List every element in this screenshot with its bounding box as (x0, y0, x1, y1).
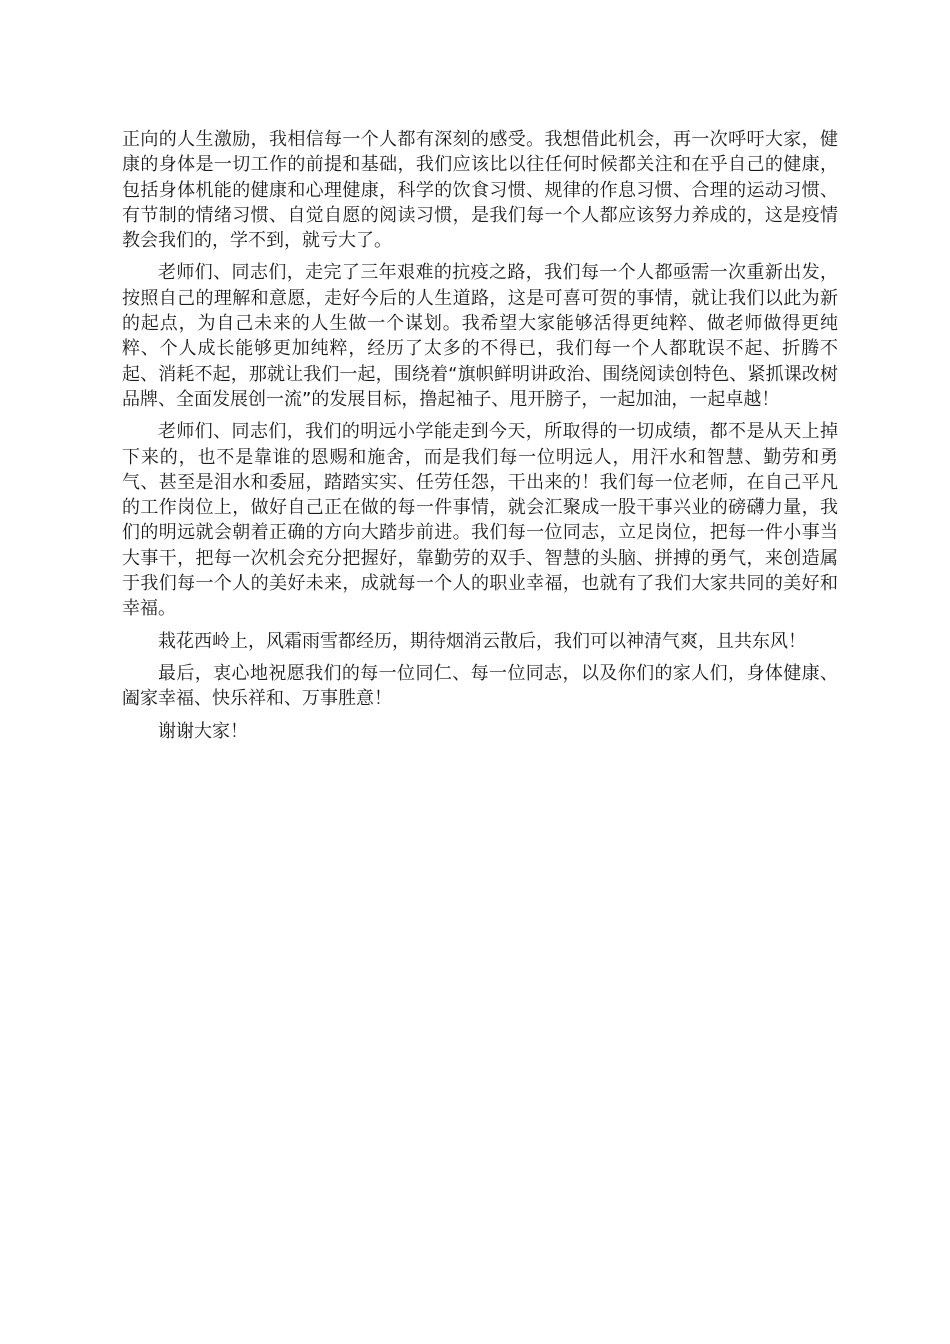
paragraph-school-achievements: 老师们、同志们，我们的明远小学能走到今天，所取得的一切成绩，都不是从天上掉下来的，也不是靠谁的恩赐和施舍，而是我们每一位明远人，用汗水和智慧、勤劳和勇气、甚至是泪水和委屈，踏踏实实、任劳任怨，干出来的！我们每一位老师，在自己平凡的工作岗位上，做好自己正在做的每一件事情，就会汇聚成一股干事兴业的磅礴力量，我们的明远就会朝着正确的方向大踏步前进。我们每一位同志，立足岗位，把每一件小事当大事干，把每一次机会充分把握好，靠勤劳的双手、智慧的头脑、拼搏的勇气，来创造属于我们每一个人的美好未来，成就每一个人的职业幸福，也就有了我们大家共同的美好和幸福。 (122, 421, 838, 620)
paragraph-new-start: 老师们、同志们，走完了三年艰难的抗疫之路，我们每一个人都亟需一次重新出发，按照自己的理解和意愿，走好今后的人生道路，这是可喜可贺的事情，就让我们以此为新的起点，为自己未来的人生做一个谋划。我希望大家能够活得更纯粹、做老师做得更纯粹、个人成长能够更加纯粹，经历了太多的不得已，我们每一个人都耽误不起、折腾不起、消耗不起，那就让我们一起，围绕着“旗帜鲜明讲政治、围绕阅读创特色、紧抓课改树品牌、全面发展创一流”的发展目标，撸起袖子、甩开膀子，一起加油，一起卓越！ (122, 262, 838, 410)
document-body (122, 127, 838, 751)
paragraph-health-habits: 正向的人生激励，我相信每一个人都有深刻的感受。我想借此机会，再一次呼吁大家，健康的身体是一切工作的前提和基础，我们应该比以往任何时候都关注和在乎自己的健康，包括身体机能的健康和心理健康，科学的饮食习惯、规律的作息习惯、合理的运动习惯、有节制的情绪习惯、自觉自愿的阅读习惯，是我们每一个人都应该努力养成的，这是疫情教会我们的，学不到，就亏大了。 (122, 129, 838, 252)
paragraph-blessing: 最后，衷心地祝愿我们的每一位同仁、每一位同志，以及你们的家人们，身体健康、阖家幸福、快乐祥和、万事胜意！ (122, 662, 838, 710)
paragraph-poem-line: 栽花西岭上，风霜雨雪都经历，期待烟消云散后，我们可以神清气爽，且共东风！ (158, 630, 806, 652)
paragraph-thanks: 谢谢大家！ (158, 720, 248, 742)
